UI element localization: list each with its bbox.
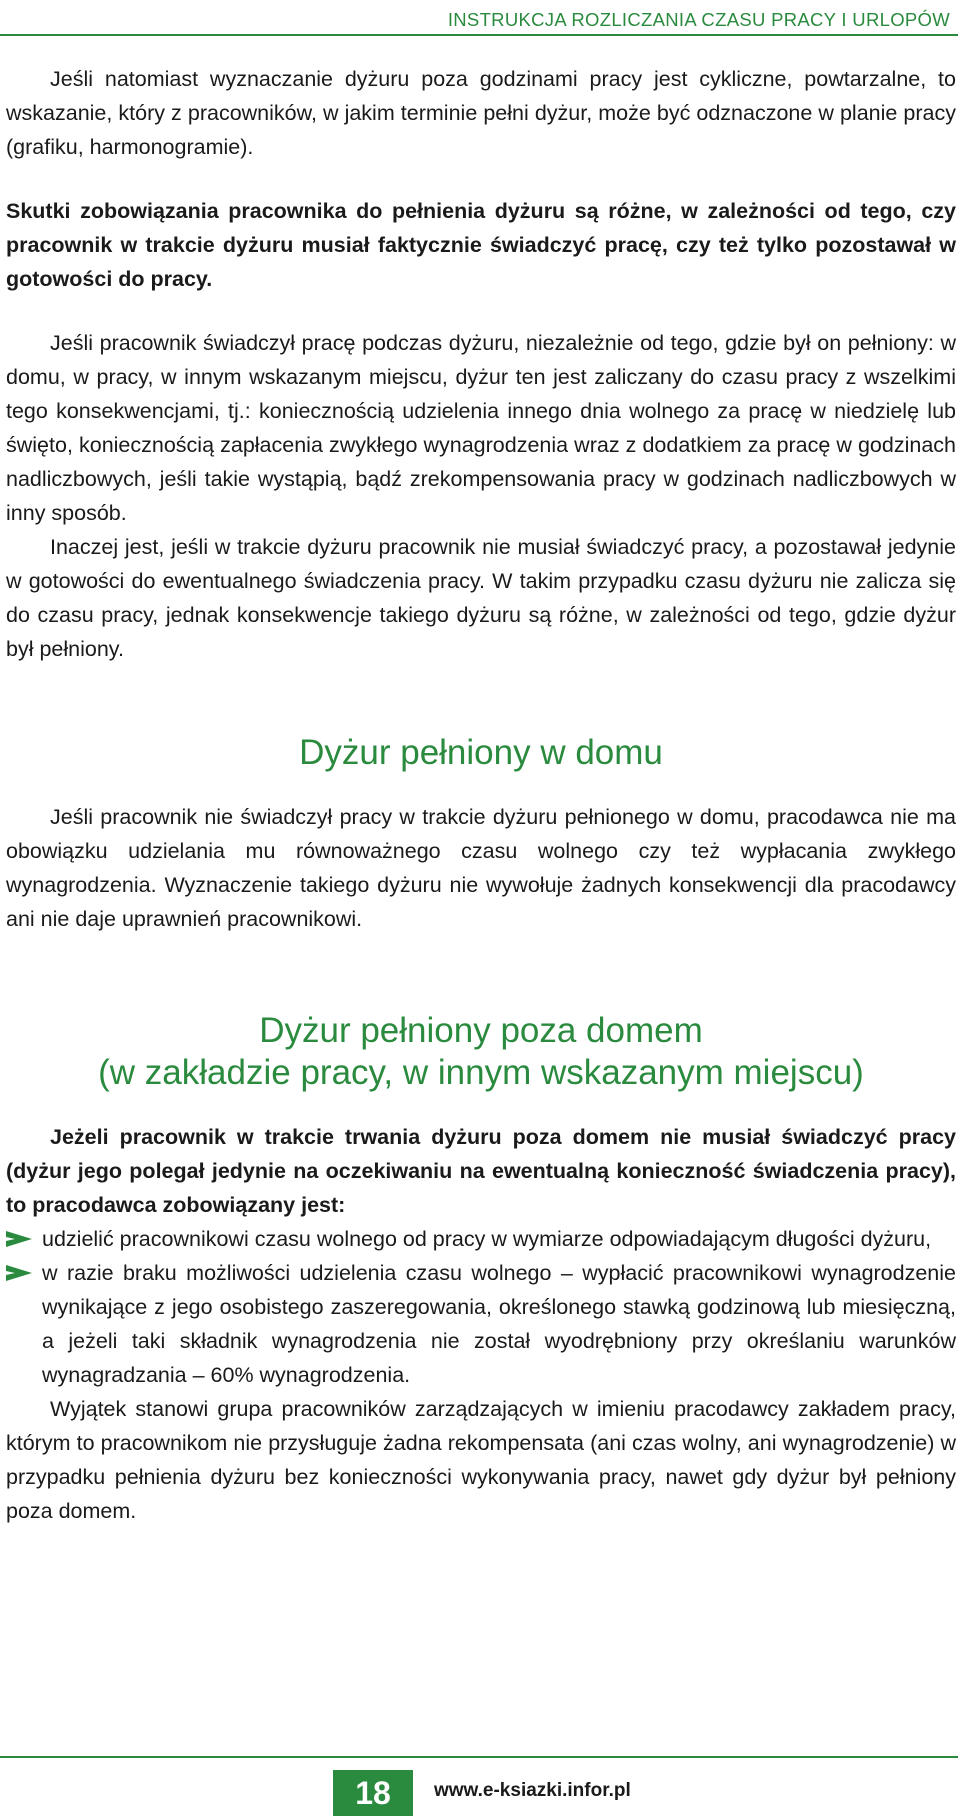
paragraph-work-during-duty: Jeśli pracownik świadczył pracę podczas dyżuru, niezależnie od tego, gdzie był on pełniony: w domu, w pracy, w innym wskazanym miejscu, dyżur ten jest zaliczany do czasu pracy z wszelkimi tego konsekwencjami, tj.: koniecznością udzielenia innego dnia wolnego za pracę w niedzielę lub święto, koniecznością zapłacenia zwykłego wynagrodzenia wraz z dodatkiem za pracę w godzinach nadliczbowych, jeśli takie wystąpią, bądź zrekompensowania pracy w godzinach nadliczbowych w inny sposób. xyxy=(6,331,956,525)
page-header xyxy=(0,0,960,40)
header-divider xyxy=(0,34,958,36)
arrow-bullet-icon xyxy=(6,1231,32,1247)
obligation-list xyxy=(6,1222,956,1392)
paragraph-home-duty: Jeśli pracownik nie świadczył pracy w trakcie dyżuru pełnionego w domu, pracodawca nie ma obowiązku udzielania mu równoważnego czasu wolnego czy też wypłacania zwykłego wynagrodzenia. Wyznaczenie takiego dyżuru nie wywołuje żadnych konsekwencji dla pracodawcy ani nie daje uprawnień pracownikowi. xyxy=(6,805,956,931)
paragraph-employer-obligation: Jeżeli pracownik w trakcie trwania dyżuru poza domem nie musiał świadczyć pracy (dyżur jego polegał jedynie na oczekiwaniu na ewentualną konieczność świadczenia pracy), to pracodawca zobowiązany jest: xyxy=(6,1125,956,1217)
heading-line-2: (w zakładzie pracy, w innym wskazanym miejscu) xyxy=(98,1053,864,1092)
paragraph-no-work-during-duty: Inaczej jest, jeśli w trakcie dyżuru pracownik nie musiał świadczyć pracy, a pozostawał jedynie w gotowości do ewentualnego świadczenia pracy. W takim przypadku czasu dyżuru nie zalicza się do czasu pracy, jednak konsekwencje takiego dyżuru są różne, w zależności od tego, gdzie dyżur był pełniony. xyxy=(6,535,956,661)
heading-line-1: Dyżur pełniony poza domem xyxy=(259,1011,703,1050)
website-link[interactable]: www.e-ksiazki.infor.pl xyxy=(434,1780,631,1801)
paragraph-consequences: Skutki zobowiązania pracownika do pełnienia dyżuru są różne, w zależności od tego, czy pracownik w trakcie dyżuru musiał faktycznie świadczyć pracę, czy też tylko pozostawał w gotowości do pracy. xyxy=(6,199,956,291)
footer-divider xyxy=(0,1756,958,1758)
paragraph-intro: Jeśli natomiast wyznaczanie dyżuru poza godzinami pracy jest cykliczne, powtarzalne, to wskazanie, który z pracowników, w jakim terminie pełni dyżur, może być odznaczone w planie pracy (grafiku, harmonogramie). xyxy=(6,67,956,159)
list-item: udzielić pracownikowi czasu wolnego od pracy w wymiarze odpowiadającym długości dyżuru, xyxy=(6,1222,956,1256)
paragraph-exception: Wyjątek stanowi grupa pracowników zarządzających w imieniu pracodawcy zakładem pracy, którym to pracownikom nie przysługuje żadna rekompensata (ani czas wolny, ani wynagrodzenie) w przypadku pełnienia dyżuru bez konieczności wykonywania pracy, nawet gdy dyżur był pełniony poza domem. xyxy=(6,1397,956,1523)
page-number-badge: 18 xyxy=(333,1770,413,1816)
section-heading-away-duty xyxy=(6,1010,956,1094)
list-item: w razie braku możliwości udzielenia czasu wolnego – wypłacić pracownikowi wynagrodzenie wynikające z jego osobistego zaszeregowania, określonego stawką godzinową lub miesięczną, a jeżeli taki składnik wynagrodzenia nie został wyodrębniony przy określaniu warunków wynagradzania – 60% wynagrodzenia. xyxy=(6,1256,956,1392)
arrow-bullet-icon xyxy=(6,1265,32,1281)
main-content xyxy=(6,62,956,1528)
section-heading-home-duty: Dyżur pełniony w domu xyxy=(299,733,663,772)
running-title: INSTRUKCJA ROZLICZANIA CZASU PRACY I URLOPÓW xyxy=(447,9,950,30)
